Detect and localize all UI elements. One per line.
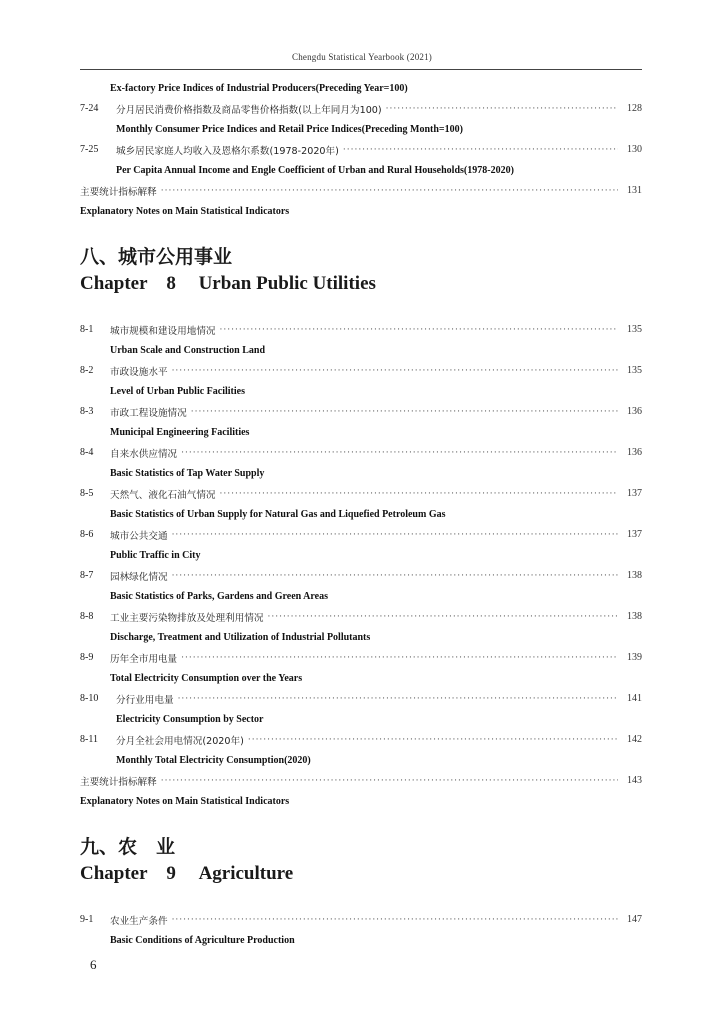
leader-dots — [172, 366, 618, 376]
toc-entry[interactable] — [80, 648, 642, 669]
toc-entry[interactable] — [80, 730, 642, 751]
running-header: Chengdu Statistical Yearbook (2021) — [292, 52, 432, 62]
toc-entry-title-cn: 城市规模和建设用地情况 — [110, 325, 216, 337]
toc-entry-title-cn: 农业生产条件 — [110, 915, 168, 927]
toc-entry[interactable] — [80, 689, 642, 710]
chapter-number: 9 — [166, 862, 176, 884]
leader-dots — [220, 325, 618, 335]
spacer — [80, 888, 642, 910]
leader-dots — [172, 571, 618, 581]
toc-entry-title-cn: 主要统计指标解释 — [80, 186, 157, 198]
toc-entry-en: Basic Statistics of Urban Supply for Natural Gas and Liquefied Petroleum Gas — [110, 508, 446, 520]
toc-entry-title-cn: 分月全社会用电情况(2020年) — [116, 735, 244, 747]
toc-entry-page: 135 — [627, 365, 642, 377]
toc-entry-number: 8-2 — [80, 365, 94, 377]
toc-entry-title-cn: 历年全市用电量 — [110, 653, 178, 665]
toc-entry[interactable] — [80, 99, 642, 120]
toc-entry-notes[interactable] — [80, 771, 642, 792]
chapter-title-en — [80, 860, 642, 888]
toc-entry-page: 147 — [627, 914, 642, 926]
toc-entry-en: Level of Urban Public Facilities — [110, 385, 245, 397]
toc-entry-number: 8-8 — [80, 611, 94, 623]
leader-dots — [161, 186, 618, 196]
toc-entry-number: 8-5 — [80, 488, 94, 500]
toc-entry[interactable] — [80, 140, 642, 161]
toc-entry[interactable] — [80, 607, 642, 628]
toc-entry-en: Per Capita Annual Income and Engle Coefficient of Urban and Rural Households(1978-2020) — [116, 164, 514, 176]
toc-entry-en: Ex-factory Price Indices of Industrial Producers(Preceding Year=100) — [110, 82, 408, 94]
toc-entry-page: 137 — [627, 488, 642, 500]
toc-entry-page: 131 — [627, 185, 642, 197]
toc-entry-title-cn: 市政设施水平 — [110, 366, 168, 378]
toc-entry-number: 8-7 — [80, 570, 94, 582]
toc-entry-title-cn: 天然气、液化石油气情况 — [110, 489, 216, 501]
toc-entry-page: 143 — [627, 775, 642, 787]
toc-entry-en: Public Traffic in City — [110, 549, 201, 561]
chapter-9-heading — [80, 834, 642, 888]
leader-dots — [343, 145, 618, 155]
leader-dots — [181, 448, 618, 458]
toc-entry-title-cn: 分月居民消费价格指数及商品零售价格指数(以上年同月为100) — [116, 104, 382, 116]
toc-entry-en: Municipal Engineering Facilities — [110, 426, 250, 438]
toc-entry[interactable] — [80, 525, 642, 546]
leader-dots — [220, 489, 618, 499]
toc-entry-title-cn: 工业主要污染物排放及处理利用情况 — [110, 612, 264, 624]
leader-dots — [191, 407, 618, 417]
toc-entry-en: Monthly Total Electricity Consumption(2020) — [116, 754, 311, 766]
leader-dots — [248, 735, 618, 745]
leader-dots — [172, 530, 618, 540]
toc-entry-page: 139 — [627, 652, 642, 664]
chapter-name: Urban Public Utilities — [198, 272, 376, 294]
leader-dots — [181, 653, 618, 663]
toc-entry-en: Discharge, Treatment and Utilization of Industrial Pollutants — [110, 631, 371, 643]
toc-entry-page: 138 — [627, 611, 642, 623]
chapter-label: Chapter — [80, 862, 148, 884]
toc-entry-number: 7-25 — [80, 144, 99, 156]
toc-entry-en: Urban Scale and Construction Land — [110, 344, 266, 356]
toc-entry[interactable] — [80, 484, 642, 505]
toc-entry-en: Basic Statistics of Tap Water Supply — [110, 467, 265, 479]
toc-entry-page: 136 — [627, 447, 642, 459]
leader-dots — [178, 694, 618, 704]
chapter-title-cn: 八、城市公用事业 — [80, 245, 233, 268]
toc-entry-en: Explanatory Notes on Main Statistical Indicators — [80, 795, 290, 807]
toc-entry[interactable] — [80, 402, 642, 423]
toc-entry-page: 138 — [627, 570, 642, 582]
toc-entry-number: 7-24 — [80, 103, 99, 115]
toc-entry-en: Electricity Consumption by Sector — [116, 713, 264, 725]
toc-entry-number: 8-1 — [80, 324, 94, 336]
toc-entry[interactable] — [80, 910, 642, 931]
chapter-number: 8 — [166, 272, 176, 294]
toc-entry-page: 130 — [627, 144, 642, 156]
page-number: 6 — [90, 957, 97, 972]
toc-entry-en: Monthly Consumer Price Indices and Retail Price Indices(Preceding Month=100) — [116, 123, 463, 135]
toc-entry-number: 8-11 — [80, 734, 98, 746]
chapter-label: Chapter — [80, 272, 148, 294]
toc-entry-title-cn: 自来水供应情况 — [110, 448, 178, 460]
toc-entry-title-cn: 主要统计指标解释 — [80, 776, 157, 788]
leader-dots — [161, 776, 618, 786]
toc-entry-title-cn: 园林绿化情况 — [110, 571, 168, 583]
spacer — [80, 298, 642, 320]
toc-entry-en: Basic Conditions of Agriculture Production — [110, 934, 295, 946]
toc-entry-page: 137 — [627, 529, 642, 541]
toc-entry-notes[interactable] — [80, 181, 642, 202]
chapter-title-en — [80, 270, 642, 298]
toc-entry-title-cn: 城市公共交通 — [110, 530, 168, 542]
toc-entry[interactable] — [80, 566, 642, 587]
toc-entry-number: 8-6 — [80, 529, 94, 541]
toc-entry-en: Total Electricity Consumption over the Years — [110, 672, 303, 684]
toc-entry-number: 9-1 — [80, 914, 94, 926]
leader-dots — [268, 612, 619, 622]
toc-content — [80, 78, 642, 951]
leader-dots — [172, 915, 618, 925]
toc-entry-page: 135 — [627, 324, 642, 336]
leader-dots — [386, 104, 618, 114]
toc-entry-en: Basic Statistics of Parks, Gardens and Green Areas — [110, 590, 328, 602]
toc-entry-number: 8-10 — [80, 693, 99, 705]
toc-entry-number: 8-9 — [80, 652, 94, 664]
chapter-name: Agriculture — [198, 862, 294, 884]
toc-entry-number: 8-4 — [80, 447, 94, 459]
toc-entry-page: 141 — [627, 693, 642, 705]
header-rule — [80, 69, 642, 70]
toc-entry-title-cn: 市政工程设施情况 — [110, 407, 187, 419]
toc-entry-title-cn: 城乡居民家庭人均收入及恩格尔系数(1978-2020年) — [116, 145, 339, 157]
toc-entry[interactable] — [80, 443, 642, 464]
toc-entry-page: 128 — [627, 103, 642, 115]
chapter-title-cn: 九、农 业 — [80, 835, 176, 858]
toc-entry-en: Explanatory Notes on Main Statistical Indicators — [80, 205, 290, 217]
toc-entry[interactable] — [80, 320, 642, 341]
toc-entry-page: 136 — [627, 406, 642, 418]
toc-entry-number: 8-3 — [80, 406, 94, 418]
chapter-8-heading — [80, 244, 642, 298]
toc-entry[interactable] — [80, 361, 642, 382]
toc-entry-page: 142 — [627, 734, 642, 746]
toc-entry-title-cn: 分行业用电量 — [116, 694, 174, 706]
